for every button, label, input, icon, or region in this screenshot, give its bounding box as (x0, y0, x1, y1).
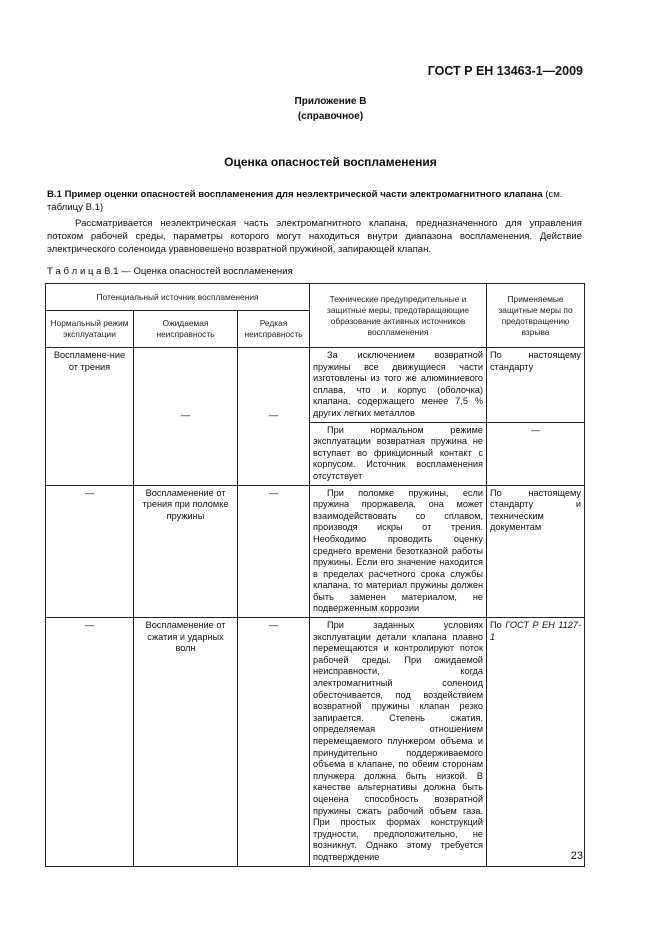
header-applied-measures: Применяемые защитные меры по предотвращению взрыва (487, 284, 585, 348)
section-heading (47, 188, 582, 214)
appendix-title: Оценка опасностей воспламенения (224, 155, 437, 169)
cell-expected: Воспламенение от сжатия и ударных волн (134, 618, 238, 866)
section-heading-bold: В.1 Пример оценки опасностей воспламенения для неэлектрической части электромагнитного клапана (47, 189, 543, 200)
page-number: 23 (570, 850, 583, 862)
table-row (46, 348, 585, 423)
cell-rare: — (238, 618, 310, 866)
appendix-heading (0, 94, 661, 124)
cell-normal: Воспламене-ние от трения (46, 348, 134, 486)
cell-applied: — (487, 422, 585, 485)
standard-reference: ГОСТ Р ЕН 1127-1 (490, 620, 582, 642)
table-row (46, 618, 585, 866)
cell-applied: По настоящему стандарту (487, 348, 585, 423)
appendix-label: Приложение В (294, 96, 367, 107)
cell-expected: Воспламенение от трения при поломке пружины (134, 485, 238, 618)
cell-rare: — (238, 348, 310, 486)
cell-measures: При поломке пружины, если пружина проржавела, она может взаимодействовать со сплавом, производя искры от трения. Необходимо проводить оценку среднего времени безотказной работы пружины. Если его значение находится в пределах расчетного срока службы клапана, то материал пружины должен быть заменен материалом, не подверженным коррозии (310, 485, 487, 618)
section-heading-ref: (см. таблицу В.1) (47, 189, 563, 213)
header-normal-mode: Нормальный режим эксплуатации (46, 311, 134, 348)
cell-applied: По настоящему стандарту и техническим документам (487, 485, 585, 618)
header-ignition-source: Потенциальный источник воспламенения (46, 284, 310, 311)
cell-measures: При заданных условиях эксплуатации детали клапана плавно перемещаются и контролируют поток рабочей среды. При ожидаемой неисправности, когда электромагнитный соленоид обесточивается, под воздействием возвратной пружины клапан резко запирается. Степень сжатия, определяемая отношением перемещаемого плунжером объема и принудительно поддерживаемого объема в клапане, по обеим сторонам плунжера должна быть низкой. В качестве альтернативы должна быть оценена способность возвратной пружины сжать рабочий объем газа. При простых формах конструкций трудности, предположительно, не возникнут. Однако этому требуется подтверждение (310, 618, 487, 866)
document-code: ГОСТ Р ЕН 13463-1—2009 (427, 64, 583, 78)
cell-measures: За исключением возвратной пружины все движущиеся части изготовлены из того же алюминиевого сплава, что и корпус (оболочка) клапана, содержащего менее 7,5 % других легких металлов (310, 348, 487, 423)
appendix-type: (справочное) (297, 111, 364, 122)
table-caption: Т а б л и ц а В.1 — Оценка опасностей воспламенения (47, 266, 293, 277)
ignition-hazard-table (45, 283, 585, 867)
applied-prefix: По (490, 620, 506, 631)
cell-measures: При нормальном режиме эксплуатации возвратная пружина не вступает во фрикционный контакт с корпусом. Источник воспламенения отсутствует (310, 422, 487, 485)
header-rare-fault: Редкая неисправность (238, 311, 310, 348)
cell-normal: — (46, 618, 134, 866)
section-paragraph: Рассматривается неэлектрическая часть электромагнитного клапана, предназначенного для управления потоком рабочей среды, параметры которого могут находиться внутри диапазона воспламенения. Действие электрического соленоида уравновешено возвратной пружиной, запирающей клапан. (47, 218, 582, 255)
header-measures: Технические предупредительные и защитные меры, предотвращающие образование активных источников воспламенения (310, 284, 487, 348)
table-row (46, 485, 585, 618)
cell-rare: — (238, 485, 310, 618)
cell-applied (487, 618, 585, 866)
table-header-row (46, 284, 585, 311)
cell-normal: — (46, 485, 134, 618)
cell-expected: — (134, 348, 238, 486)
header-expected-fault: Ожидаемая неисправность (134, 311, 238, 348)
